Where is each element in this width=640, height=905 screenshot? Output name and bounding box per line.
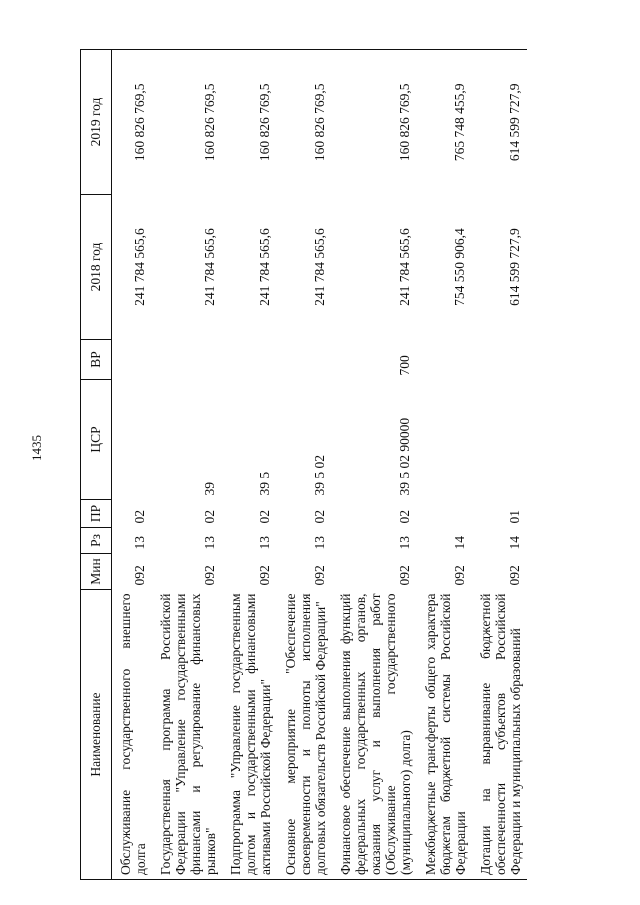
row-name: Обслуживание государственного внешнего долга	[112, 590, 153, 880]
row-2018: 241 784 565,6	[132, 228, 147, 306]
header-pr: ПР	[81, 500, 112, 528]
table-row	[152, 50, 222, 880]
row-min: 092	[452, 565, 467, 586]
budget-table	[80, 49, 527, 880]
row-rz: 14	[452, 536, 467, 550]
row-vr	[277, 340, 332, 380]
row-2019: 160 826 769,5	[277, 50, 332, 195]
row-csr: 39 5	[257, 471, 272, 496]
table-header-row	[81, 50, 112, 880]
header-min: Мин	[81, 554, 112, 590]
row-rz: 13	[312, 536, 327, 550]
row-vr	[417, 340, 472, 380]
row-min: 092	[132, 565, 147, 586]
row-2019: 765 748 455,9	[417, 50, 472, 195]
row-name: Межбюджетные трансферты общего характера бюджетам бюджетной системы Российской Федерации	[417, 590, 472, 880]
table-row	[417, 50, 472, 880]
row-pr: 02	[397, 510, 412, 524]
row-name: Финансовое обеспечение выполнения функций федеральных государственных органов, оказания услуг и выполнения работ (Обслуживание государственного (муниципального) долга)	[332, 590, 417, 880]
row-csr: 39 5 02	[312, 455, 327, 496]
row-vr	[222, 340, 277, 380]
table-row	[112, 50, 153, 880]
row-2018: 614 599 727,9	[507, 228, 522, 306]
row-rz: 13	[397, 536, 412, 550]
page-number: 1435	[29, 435, 44, 461]
row-min: 092	[257, 565, 272, 586]
row-rz: 13	[202, 536, 217, 550]
row-rz: 13	[132, 536, 147, 550]
row-csr	[112, 380, 153, 500]
row-name: Основное мероприятие "Обеспечение своевременности и полноты исполнения долговых обязательств Российской Федерации"	[277, 590, 332, 880]
row-csr: 39	[202, 482, 217, 496]
row-csr: 39 5 02 90000	[397, 417, 412, 496]
row-min: 092	[312, 565, 327, 586]
row-2019: 160 826 769,5	[332, 50, 417, 195]
row-csr	[417, 380, 472, 500]
row-pr: 02	[312, 510, 327, 524]
row-name: Подпрограмма "Управление государственным долгом и государственными финансовыми активами Российской Федерации"	[222, 590, 277, 880]
row-2018: 241 784 565,6	[312, 228, 327, 306]
row-pr: 02	[132, 510, 147, 524]
row-name: Государственная программа Российской Федерации "Управление государственными финансами и регулирование финансовых рынков"	[152, 590, 222, 880]
row-min: 092	[397, 565, 412, 586]
row-2019: 160 826 769,5	[112, 50, 153, 195]
row-vr	[152, 340, 222, 380]
row-pr	[417, 500, 472, 528]
rotated-table-wrapper	[80, 50, 580, 880]
header-vr: ВР	[81, 340, 112, 380]
row-rz: 14	[507, 536, 522, 550]
header-name: Наименование	[81, 590, 112, 880]
header-2019: 2019 год	[81, 50, 112, 195]
row-min: 092	[507, 565, 522, 586]
row-2019: 160 826 769,5	[152, 50, 222, 195]
header-csr: ЦСР	[81, 380, 112, 500]
row-pr: 02	[202, 510, 217, 524]
row-vr	[112, 340, 153, 380]
row-min: 092	[202, 565, 217, 586]
row-2018: 241 784 565,6	[257, 228, 272, 306]
row-pr: 01	[507, 510, 522, 524]
row-2019: 614 599 727,9	[472, 50, 527, 195]
table-row	[277, 50, 332, 880]
row-name: Дотации на выравнивание бюджетной обеспеченности субъектов Российской Федерации и муниципальных образований	[472, 590, 527, 880]
row-2019: 160 826 769,5	[222, 50, 277, 195]
row-pr: 02	[257, 510, 272, 524]
row-csr	[472, 380, 527, 500]
row-2018: 241 784 565,6	[202, 228, 217, 306]
row-vr	[472, 340, 527, 380]
row-2018: 754 550 906,4	[452, 228, 467, 306]
row-2018: 241 784 565,6	[397, 228, 412, 306]
header-rz: Рз	[81, 528, 112, 554]
header-2018: 2018 год	[81, 195, 112, 340]
row-rz: 13	[257, 536, 272, 550]
row-vr: 700	[397, 355, 412, 376]
table-row	[332, 50, 417, 880]
table-row	[472, 50, 527, 880]
table-row	[222, 50, 277, 880]
